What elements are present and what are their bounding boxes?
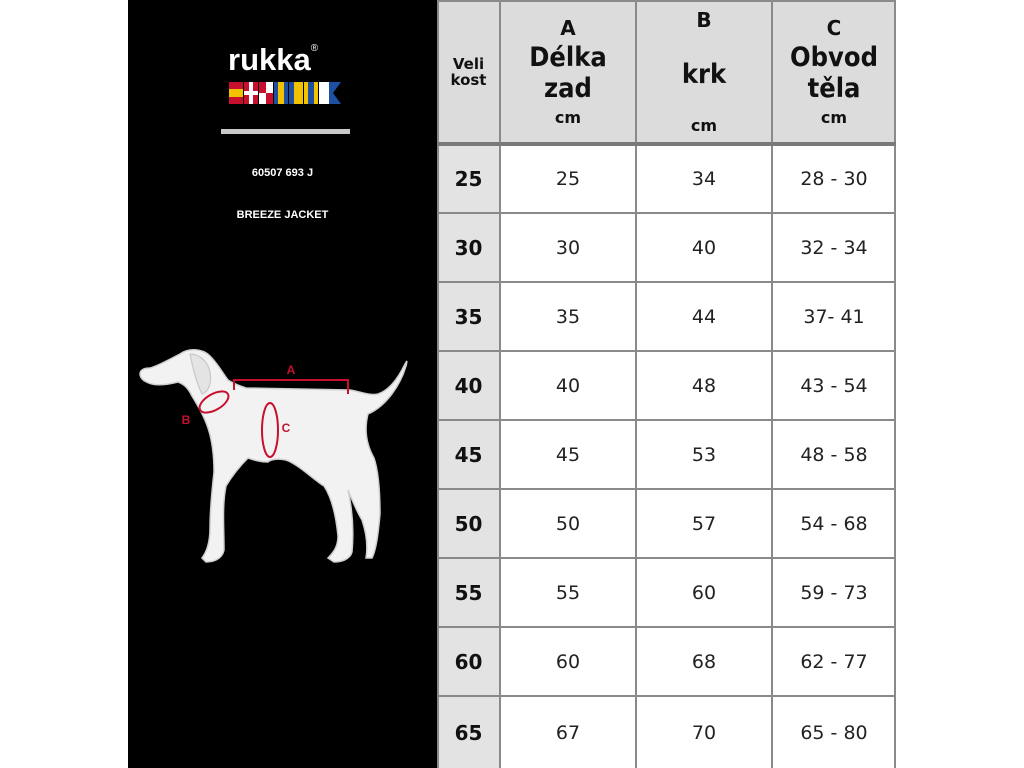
column-header-a (500, 0, 636, 143)
size-table (437, 0, 896, 768)
column-header-c (772, 0, 896, 143)
column-title-line2: zad (544, 73, 592, 104)
grid-line (437, 488, 896, 490)
row-size: 30 (454, 236, 483, 260)
row-value-c: 48 - 58 (800, 444, 868, 466)
column-letter: C (826, 16, 842, 40)
row-size: 25 (454, 167, 483, 191)
row-size: 55 (454, 581, 483, 605)
grid-line (894, 0, 896, 768)
label-b: B (181, 413, 191, 427)
product-name: BREEZE JACKET (236, 209, 329, 221)
grid-line (437, 419, 896, 421)
row-value-c: 43 - 54 (800, 375, 868, 397)
row-value-b: 44 (691, 306, 717, 328)
row-value-a: 40 (555, 375, 581, 397)
grid-line (437, 695, 896, 697)
product-panel (128, 0, 437, 768)
column-unit: cm (820, 108, 848, 127)
size-header: Veli kost (450, 54, 487, 89)
row-value-b: 57 (691, 513, 717, 535)
column-title: Obvod (790, 42, 878, 73)
grid-line (771, 0, 773, 768)
row-value-c: 32 - 34 (800, 237, 868, 259)
label-c: C (281, 421, 291, 435)
grid-line (437, 212, 896, 214)
row-value-a: 55 (555, 582, 581, 604)
column-letter: A (560, 16, 576, 40)
grid-line (635, 0, 637, 768)
column-header-b (636, 0, 772, 143)
row-value-b: 40 (691, 237, 717, 259)
row-size: 40 (454, 374, 483, 398)
column-unit: cm (690, 116, 718, 135)
label-a: A (286, 363, 296, 377)
row-size: 50 (454, 512, 483, 536)
row-value-b: 34 (691, 168, 717, 190)
row-value-a: 60 (555, 651, 581, 673)
row-size: 60 (454, 650, 483, 674)
row-value-c: 54 - 68 (800, 513, 868, 535)
row-value-b: 53 (691, 444, 717, 466)
grid-line (437, 142, 896, 146)
row-size: 45 (454, 443, 483, 467)
row-value-c: 28 - 30 (800, 168, 868, 190)
row-value-c: 65 - 80 (800, 721, 868, 744)
registered-mark: ® (310, 42, 319, 54)
grid-line (437, 626, 896, 628)
row-value-a: 25 (555, 168, 581, 190)
column-title-line2: těla (807, 73, 861, 104)
divider (221, 129, 350, 134)
column-letter: B (696, 8, 712, 32)
row-value-a: 30 (555, 237, 581, 259)
row-value-a: 67 (555, 721, 581, 744)
row-value-c: 59 - 73 (800, 582, 868, 604)
grid-line (437, 0, 439, 768)
grid-line (499, 0, 501, 768)
grid-line (437, 350, 896, 352)
row-value-c: 37- 41 (803, 306, 865, 328)
dog-measurement-diagram (128, 340, 437, 580)
row-value-b: 60 (691, 582, 717, 604)
grid-line (437, 281, 896, 283)
row-value-a: 50 (555, 513, 581, 535)
column-title: krk (681, 58, 727, 90)
brand-name: rukka (228, 42, 311, 77)
product-code: 60507 693 J (251, 167, 314, 179)
row-value-b: 68 (691, 651, 717, 673)
row-size: 35 (454, 305, 483, 329)
brand-logo (228, 42, 348, 78)
grid-line (437, 557, 896, 559)
grid-line (437, 0, 896, 2)
column-unit: cm (554, 108, 582, 127)
row-value-c: 62 - 77 (800, 651, 868, 673)
signal-flags-logo (229, 82, 341, 104)
row-value-b: 48 (691, 375, 717, 397)
row-value-b: 70 (691, 721, 717, 744)
row-value-a: 45 (555, 444, 581, 466)
column-title: Délka (529, 42, 607, 73)
row-value-a: 35 (555, 306, 581, 328)
row-size: 65 (454, 720, 483, 745)
